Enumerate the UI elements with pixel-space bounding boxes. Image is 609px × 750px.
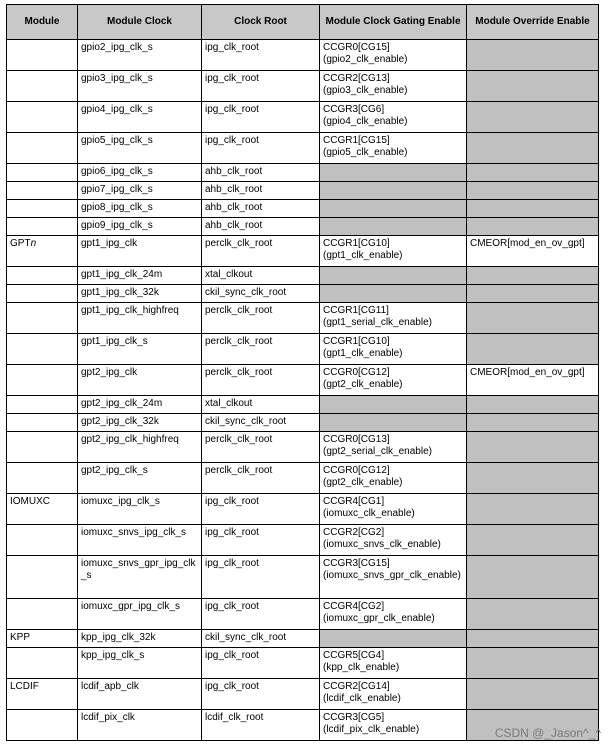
cell-clock-root: ipg_clk_root — [202, 133, 320, 164]
gating-register: CCGR3[CG15] — [323, 558, 390, 569]
table-row — [7, 630, 599, 648]
cell-module-clock: iomuxc_gpr_ipg_clk_s — [78, 599, 202, 630]
cell-clock-root: ckil_sync_clk_root — [202, 630, 320, 648]
cell-clock-root: lcdif_clk_root — [202, 710, 320, 741]
cell-override-enable — [467, 102, 599, 133]
cell-gating-enable — [320, 200, 467, 218]
cell-override-enable: CMEOR[mod_en_ov_gpt] — [467, 236, 599, 267]
cell-gating-enable — [320, 396, 467, 414]
cell-module — [7, 710, 78, 741]
gating-register: CCGR4[CG2] — [323, 601, 385, 612]
module-name: GPT — [10, 238, 31, 249]
cell-clock-root: ipg_clk_root — [202, 40, 320, 71]
watermark: CSDN @_Jason^_^ — [494, 726, 601, 740]
cell-module — [7, 267, 78, 285]
gating-register: CCGR0[CG15] — [323, 42, 390, 53]
cell-module — [7, 71, 78, 102]
gating-register: CCGR4[CG1] — [323, 496, 385, 507]
cell-module-clock: kpp_ipg_clk_s — [78, 648, 202, 679]
table-row — [7, 432, 599, 463]
cell-override-enable — [467, 414, 599, 432]
cell-clock-root: ckil_sync_clk_root — [202, 285, 320, 303]
gating-signal: (iomuxc_clk_enable) — [323, 508, 415, 519]
cell-clock-root: ipg_clk_root — [202, 71, 320, 102]
cell-clock-root: perclk_clk_root — [202, 463, 320, 494]
gating-signal: (gpt1_clk_enable) — [323, 348, 403, 359]
cell-clock-root: ipg_clk_root — [202, 679, 320, 710]
cell-module-clock: gpio8_ipg_clk_s — [78, 200, 202, 218]
cell-override-enable — [467, 200, 599, 218]
cell-gating-enable — [320, 599, 467, 630]
cell-module-clock: iomuxc_ipg_clk_s — [78, 494, 202, 525]
cell-module-clock: gpt1_ipg_clk_24m — [78, 267, 202, 285]
cell-clock-root: ipg_clk_root — [202, 599, 320, 630]
cell-override-enable — [467, 630, 599, 648]
cell-module — [7, 182, 78, 200]
cell-gating-enable — [320, 303, 467, 334]
cell-module — [7, 414, 78, 432]
table-row — [7, 494, 599, 525]
cell-module — [7, 396, 78, 414]
cell-gating-enable — [320, 630, 467, 648]
cell-clock-root: xtal_clkout — [202, 396, 320, 414]
cell-override-enable — [467, 525, 599, 556]
gating-register: CCGR0[CG13] — [323, 434, 390, 445]
cell-module-clock: gpt1_ipg_clk_s — [78, 334, 202, 365]
cell-module-clock: gpt2_ipg_clk_24m — [78, 396, 202, 414]
cell-module-clock: gpt1_ipg_clk_32k — [78, 285, 202, 303]
gating-signal: (gpt2_clk_enable) — [323, 379, 403, 390]
gating-signal: (gpt1_serial_clk_enable) — [323, 317, 432, 328]
cell-clock-root: ipg_clk_root — [202, 556, 320, 599]
cell-module-clock: gpio7_ipg_clk_s — [78, 182, 202, 200]
table-row — [7, 396, 599, 414]
cell-clock-root: ckil_sync_clk_root — [202, 414, 320, 432]
cell-override-enable: CMEOR[mod_en_ov_gpt] — [467, 365, 599, 396]
cell-gating-enable — [320, 648, 467, 679]
gating-signal: (iomuxc_snvs_clk_enable) — [323, 539, 441, 550]
cell-clock-root: ipg_clk_root — [202, 525, 320, 556]
table-row — [7, 285, 599, 303]
cell-module — [7, 463, 78, 494]
cell-gating-enable — [320, 365, 467, 396]
cell-gating-enable — [320, 432, 467, 463]
cell-gating-enable — [320, 494, 467, 525]
table-row — [7, 40, 599, 71]
cell-gating-enable — [320, 182, 467, 200]
gating-signal: (gpio5_clk_enable) — [323, 147, 408, 158]
gating-register: CCGR0[CG12] — [323, 465, 390, 476]
cell-module — [7, 303, 78, 334]
gating-register: CCGR2[CG14] — [323, 681, 390, 692]
cell-clock-root: perclk_clk_root — [202, 334, 320, 365]
cell-module — [7, 599, 78, 630]
cell-gating-enable — [320, 334, 467, 365]
cell-clock-root: ahb_clk_root — [202, 182, 320, 200]
table-row — [7, 71, 599, 102]
gating-register: CCGR2[CG13] — [323, 73, 390, 84]
table-row — [7, 599, 599, 630]
cell-clock-root: perclk_clk_root — [202, 236, 320, 267]
cell-module-clock: gpio5_ipg_clk_s — [78, 133, 202, 164]
cell-clock-root: perclk_clk_root — [202, 365, 320, 396]
cell-override-enable — [467, 432, 599, 463]
cell-module — [7, 525, 78, 556]
cell-module — [7, 164, 78, 182]
cell-gating-enable — [320, 679, 467, 710]
cell-gating-enable — [320, 556, 467, 599]
cell-module-clock: gpt2_ipg_clk_32k — [78, 414, 202, 432]
table-header-row — [7, 5, 599, 40]
cell-module-clock: gpio9_ipg_clk_s — [78, 218, 202, 236]
gating-signal: (gpt2_clk_enable) — [323, 477, 403, 488]
cell-module-clock: lcdif_apb_clk — [78, 679, 202, 710]
cell-module — [7, 334, 78, 365]
table-row — [7, 218, 599, 236]
cell-clock-root: perclk_clk_root — [202, 303, 320, 334]
gating-signal: (gpt2_serial_clk_enable) — [323, 446, 432, 457]
gating-signal: (lcdif_pix_clk_enable) — [323, 724, 420, 735]
cell-clock-root: ahb_clk_root — [202, 218, 320, 236]
module-name: IOMUXC — [10, 496, 50, 507]
cell-module — [7, 556, 78, 599]
gating-register: CCGR3[CG6] — [323, 104, 385, 115]
cell-override-enable — [467, 648, 599, 679]
gating-signal: (gpio2_clk_enable) — [323, 54, 408, 65]
gating-register: CCGR0[CG12] — [323, 367, 390, 378]
cell-gating-enable — [320, 267, 467, 285]
header-module-clock: Module Clock — [78, 5, 202, 40]
table-row — [7, 236, 599, 267]
cell-module-clock: gpt2_ipg_clk_highfreq — [78, 432, 202, 463]
table-row — [7, 334, 599, 365]
cell-module — [7, 679, 78, 710]
cell-clock-root: ipg_clk_root — [202, 648, 320, 679]
cell-module-clock: gpt2_ipg_clk_s — [78, 463, 202, 494]
cell-module — [7, 494, 78, 525]
cell-module-clock: gpt2_ipg_clk — [78, 365, 202, 396]
cell-clock-root: perclk_clk_root — [202, 432, 320, 463]
cell-clock-root: ipg_clk_root — [202, 494, 320, 525]
clock-gating-table — [6, 4, 599, 741]
cell-clock-root: ahb_clk_root — [202, 164, 320, 182]
module-name-suffix: n — [30, 238, 37, 249]
cell-override-enable — [467, 285, 599, 303]
cell-gating-enable — [320, 40, 467, 71]
cell-module-clock: gpio3_ipg_clk_s — [78, 71, 202, 102]
cell-override-enable — [467, 556, 599, 599]
table-row — [7, 133, 599, 164]
table-row — [7, 556, 599, 599]
cell-gating-enable — [320, 414, 467, 432]
table-row — [7, 164, 599, 182]
cell-override-enable — [467, 679, 599, 710]
cell-override-enable — [467, 463, 599, 494]
cell-module-clock: gpt1_ipg_clk — [78, 236, 202, 267]
gating-signal: (lcdif_clk_enable) — [323, 693, 401, 704]
cell-module-clock: iomuxc_snvs_gpr_ipg_clk_s — [78, 556, 202, 599]
gating-register: CCGR2[CG2] — [323, 527, 385, 538]
table-row — [7, 200, 599, 218]
cell-module — [7, 648, 78, 679]
cell-clock-root: ipg_clk_root — [202, 102, 320, 133]
table-row — [7, 463, 599, 494]
cell-gating-enable — [320, 525, 467, 556]
header-module: Module — [7, 5, 78, 40]
table-row — [7, 648, 599, 679]
cell-override-enable — [467, 71, 599, 102]
gating-register: CCGR1[CG15] — [323, 135, 390, 146]
cell-gating-enable — [320, 236, 467, 267]
table-row — [7, 102, 599, 133]
cell-override-enable — [467, 267, 599, 285]
cell-gating-enable — [320, 164, 467, 182]
gating-register: CCGR1[CG10] — [323, 336, 390, 347]
cell-module-clock: kpp_ipg_clk_32k — [78, 630, 202, 648]
cell-module — [7, 200, 78, 218]
table-row — [7, 365, 599, 396]
header-clock-root: Clock Root — [202, 5, 320, 40]
table-row — [7, 182, 599, 200]
gating-signal: (gpt1_clk_enable) — [323, 250, 403, 261]
cell-override-enable — [467, 133, 599, 164]
cell-module — [7, 102, 78, 133]
cell-override-enable — [467, 303, 599, 334]
cell-module-clock: gpio2_ipg_clk_s — [78, 40, 202, 71]
module-name: LCDIF — [10, 681, 39, 692]
cell-module — [7, 40, 78, 71]
module-name: KPP — [10, 632, 31, 643]
gating-signal: (kpp_clk_enable) — [323, 662, 400, 673]
gating-register: CCGR5[CG4] — [323, 650, 385, 661]
cell-module — [7, 133, 78, 164]
cell-module-clock: gpt1_ipg_clk_highfreq — [78, 303, 202, 334]
gating-signal: (iomuxc_gpr_clk_enable) — [323, 613, 435, 624]
header-gating-enable: Module Clock Gating Enable — [320, 5, 467, 40]
table-row — [7, 679, 599, 710]
table-row — [7, 267, 599, 285]
cell-override-enable — [467, 164, 599, 182]
cell-module-clock: lcdif_pix_clk — [78, 710, 202, 741]
gating-signal: (gpio3_clk_enable) — [323, 85, 408, 96]
gating-register: CCGR1[CG11] — [323, 305, 389, 316]
cell-gating-enable — [320, 218, 467, 236]
cell-override-enable — [467, 396, 599, 414]
cell-override-enable — [467, 40, 599, 71]
cell-module-clock: iomuxc_snvs_ipg_clk_s — [78, 525, 202, 556]
cell-module — [7, 432, 78, 463]
cell-clock-root: ahb_clk_root — [202, 200, 320, 218]
cell-module-clock: gpio6_ipg_clk_s — [78, 164, 202, 182]
header-override-enable: Module Override Enable — [467, 5, 599, 40]
cell-module — [7, 218, 78, 236]
cell-module-clock: gpio4_ipg_clk_s — [78, 102, 202, 133]
gating-register: CCGR3[CG5] — [323, 712, 385, 723]
cell-module — [7, 285, 78, 303]
table-row — [7, 525, 599, 556]
cell-override-enable — [467, 599, 599, 630]
table-body — [7, 40, 599, 741]
cell-gating-enable — [320, 133, 467, 164]
cell-gating-enable — [320, 285, 467, 303]
cell-override-enable — [467, 182, 599, 200]
cell-gating-enable — [320, 71, 467, 102]
cell-gating-enable — [320, 463, 467, 494]
gating-signal: (iomuxc_snvs_gpr_clk_enable) — [323, 570, 461, 581]
cell-gating-enable — [320, 102, 467, 133]
table-row — [7, 414, 599, 432]
cell-override-enable — [467, 494, 599, 525]
cell-module — [7, 236, 78, 267]
cell-override-enable — [467, 218, 599, 236]
cell-override-enable — [467, 334, 599, 365]
gating-register: CCGR1[CG10] — [323, 238, 390, 249]
cell-module — [7, 365, 78, 396]
cell-module — [7, 630, 78, 648]
cell-clock-root: xtal_clkout — [202, 267, 320, 285]
table-row — [7, 303, 599, 334]
gating-signal: (gpio4_clk_enable) — [323, 116, 408, 127]
cell-gating-enable — [320, 710, 467, 741]
